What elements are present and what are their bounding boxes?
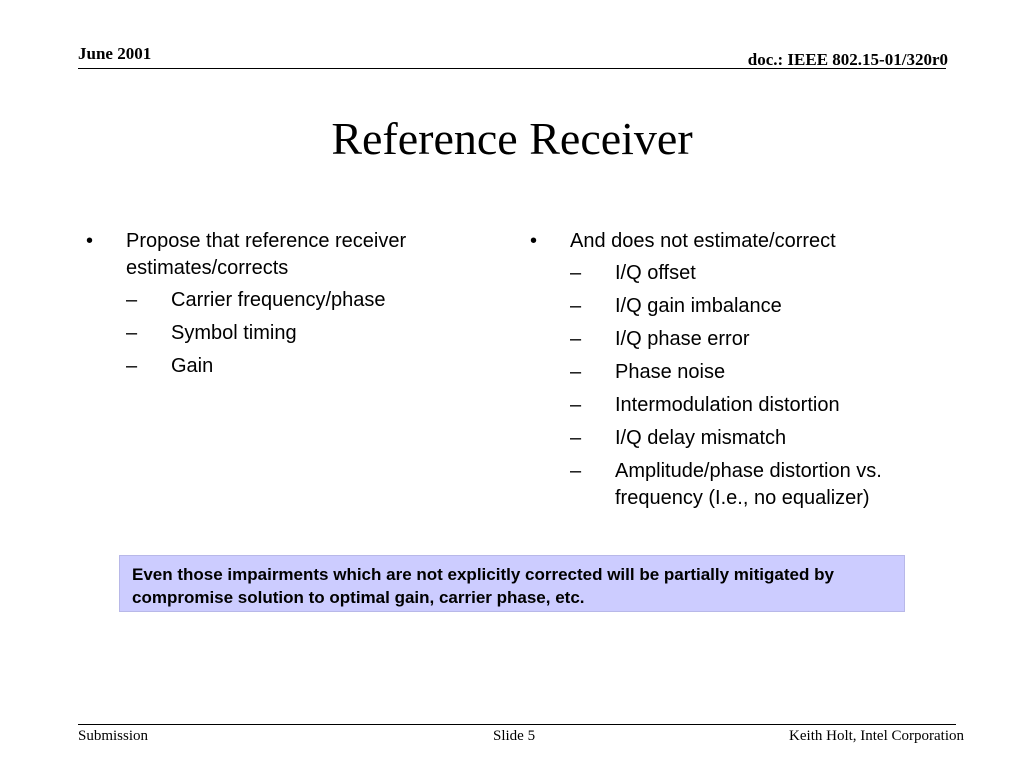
left-bullet-list — [86, 228, 486, 380]
left-bullet — [86, 228, 486, 380]
footer-slide-number: Slide 5 — [493, 728, 536, 744]
right-bullet — [530, 228, 930, 512]
header-rule — [78, 68, 946, 69]
right-subitem — [570, 359, 930, 386]
right-subitem — [570, 260, 930, 287]
left-subitem — [126, 287, 486, 314]
footer-rule — [78, 724, 956, 725]
right-bullet-list — [530, 228, 930, 512]
right-bullet-text: And does not estimate/correct — [570, 230, 836, 252]
right-subitem-text: I/Q offset — [615, 262, 696, 284]
right-subitem-text: I/Q gain imbalance — [615, 295, 782, 317]
bullet-marker: • — [530, 230, 538, 252]
dash-marker: – — [570, 328, 582, 350]
right-subitem — [570, 326, 930, 353]
right-subitem-text: Amplitude/phase distortion vs. frequency (I.e., no equalizer) — [615, 460, 882, 509]
left-column — [86, 228, 486, 386]
left-subitem — [126, 353, 486, 380]
left-subitem-text: Gain — [171, 355, 214, 377]
left-subitem-text: Symbol timing — [171, 322, 297, 344]
dash-marker: – — [126, 322, 138, 344]
dash-marker: – — [126, 355, 138, 377]
right-column — [530, 228, 930, 518]
right-subitem — [570, 425, 930, 452]
dash-marker: – — [570, 295, 582, 317]
footer-submission: Submission — [78, 728, 149, 744]
left-subitem-list — [126, 287, 486, 380]
dash-marker: – — [570, 427, 582, 449]
dash-marker: – — [570, 394, 582, 416]
left-subitem-text: Carrier frequency/phase — [171, 289, 386, 311]
right-subitem — [570, 458, 930, 512]
right-subitem — [570, 392, 930, 419]
header-date: June 2001 — [78, 44, 152, 63]
right-subitem-text: Phase noise — [615, 361, 726, 383]
slide-title: Reference Receiver — [331, 113, 693, 164]
right-subitem — [570, 293, 930, 320]
dash-marker: – — [570, 262, 582, 284]
right-subitem-list — [570, 260, 930, 512]
left-bullet-text: Propose that reference receiver estimates/corrects — [126, 230, 407, 279]
right-subitem-text: Intermodulation distortion — [615, 394, 840, 416]
dash-marker: – — [126, 289, 138, 311]
left-subitem — [126, 320, 486, 347]
right-subitem-text: I/Q delay mismatch — [615, 427, 787, 449]
dash-marker: – — [570, 460, 582, 482]
header-doc-id: doc.: IEEE 802.15-01/320r0 — [747, 50, 948, 69]
bullet-marker: • — [86, 230, 94, 252]
footer-author: Keith Holt, Intel Corporation — [789, 728, 964, 744]
right-subitem-text: I/Q phase error — [615, 328, 750, 350]
highlight-note-box: Even those impairments which are not explicitly corrected will be partially mitigated by compromise solution to optimal gain, carrier phase, etc. — [119, 555, 905, 612]
dash-marker: – — [570, 361, 582, 383]
